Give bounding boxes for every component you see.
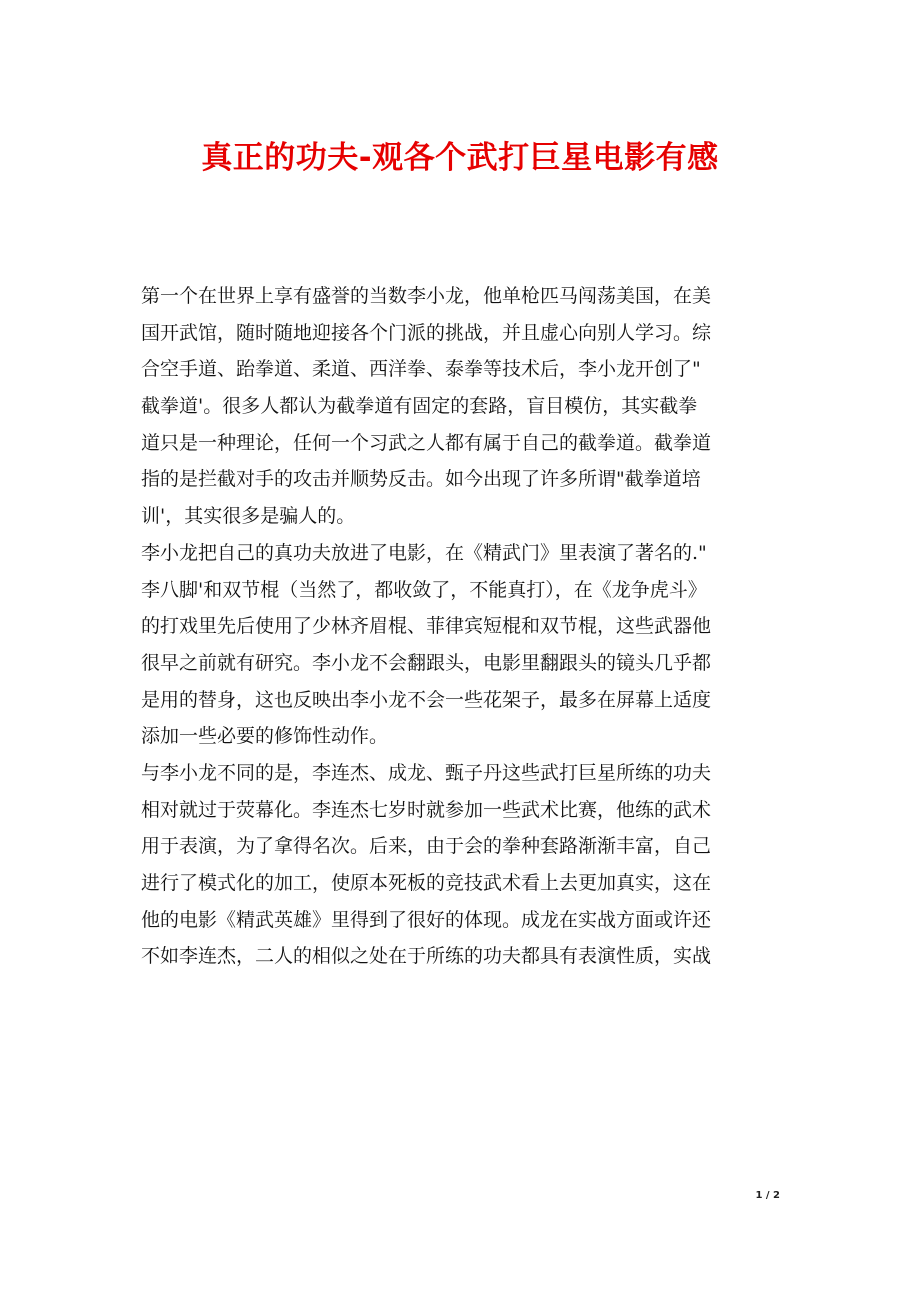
text-line: 指的是拦截对手的攻击并顺势反击。如今出现了许多所谓"截拳道培	[141, 468, 701, 491]
text-line: 很早之前就有研究。李小龙不会翻跟头，电影里翻跟头的镜头几乎都	[141, 651, 712, 674]
text-line: 国开武馆，随时随地迎接各个门派的挑战，并且虚心向别人学习。综	[141, 321, 712, 344]
document-body	[141, 278, 781, 975]
text-line: 相对就过于荧幕化。李连杰七岁时就参加一些武术比赛，他练的武术	[141, 798, 712, 821]
text-line: 李八脚'和双节棍（当然了，都收敛了，不能真打），在《龙争虎斗》	[141, 578, 707, 601]
text-line: 训'，其实很多是骗人的。	[141, 505, 356, 528]
text-line: 的打戏里先后使用了少林齐眉棍、菲律宾短棍和双节棍，这些武器他	[141, 615, 712, 638]
text-line: 合空手道、跆拳道、柔道、西洋拳、泰拳等技术后，李小龙开创了"	[141, 358, 701, 381]
text-line: 道只是一种理论，任何一个习武之人都有属于自己的截拳道。截拳道	[141, 431, 712, 454]
text-line: 李小龙把自己的真功夫放进了电影，在《精武门》里表演了著名的."	[141, 541, 707, 564]
text-line: 用于表演，为了拿得名次。后来，由于会的拳种套路渐渐丰富，自己	[141, 835, 712, 858]
text-line: 添加一些必要的修饰性动作。	[141, 725, 389, 748]
text-line: 进行了模式化的加工，使原本死板的竞技武术看上去更加真实，这在	[141, 872, 712, 894]
text-line: 不如李连杰，二人的相似之处在于所练的功夫都具有表演性质，实战	[141, 945, 712, 968]
text-line: 是用的替身，这也反映出李小龙不会一些花架子，最多在屏幕上适度	[141, 688, 712, 711]
text-line: 他的电影《精武英雄》里得到了很好的体现。成龙在实战方面或许还	[141, 908, 712, 931]
text-line: 截拳道'。很多人都认为截拳道有固定的套路，盲目模仿，其实截拳	[141, 395, 698, 418]
text-line: 与李小龙不同的是，李连杰、成龙、甄子丹这些武打巨星所练的功夫	[141, 761, 712, 784]
page-number: 1 / 2	[755, 1190, 780, 1201]
document-title: 真正的功夫-观各个武打巨星电影有感	[201, 140, 719, 176]
text-line: 第一个在世界上享有盛誉的当数李小龙，他单枪匹马闯荡美国，在美	[141, 285, 712, 307]
